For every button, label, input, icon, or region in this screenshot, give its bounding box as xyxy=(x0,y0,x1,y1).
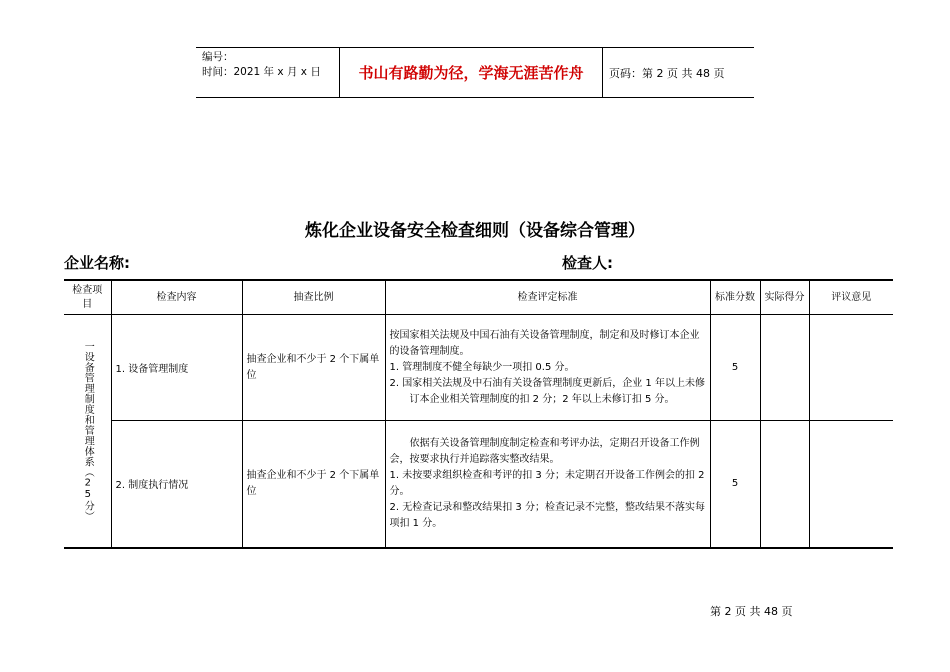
page-footer: 第 2 页 共 48 页 xyxy=(710,605,793,618)
header-ratio: 抽查比例 xyxy=(242,280,385,315)
content-cell: 1. 设备管理制度 xyxy=(111,315,242,421)
table-row xyxy=(64,421,893,548)
criteria-item: 1. 管理制度不健全每缺少一项扣 0.5 分。 xyxy=(389,361,575,373)
criteria-item: 2. 国家相关法规及中石油有关设备管理制度更新后，企业 1 年以上未修订本企业相关管理制度的扣 2 分；2 年以上未修订扣 5 分。 xyxy=(389,377,705,405)
number-label: 编号： xyxy=(202,51,234,63)
page-header xyxy=(196,47,754,98)
standard-score-cell: 5 xyxy=(710,421,760,548)
actual-score-cell[interactable] xyxy=(760,315,809,421)
header-actual-score: 实际得分 xyxy=(760,280,809,315)
inspector-label: 检查人: xyxy=(562,254,613,272)
header-standard-score: 标准分数 xyxy=(710,280,760,315)
content-cell: 2. 制度执行情况 xyxy=(111,421,242,548)
criteria-item: 2. 无检查记录和整改结果扣 3 分；检查记录不完整，整改结果不落实每项扣 1 分。 xyxy=(389,501,705,529)
criteria-cell xyxy=(385,315,710,421)
company-name-label: 企业名称: xyxy=(64,254,130,272)
actual-score-cell[interactable] xyxy=(760,421,809,548)
criteria-item: 1. 未按要求组织检查和考评的扣 3 分；未定期召开设备工作例会的扣 2 分。 xyxy=(389,469,705,497)
header-info xyxy=(196,48,340,97)
header-motto: 书山有路勤为径，学海无涯苦作舟 xyxy=(340,48,603,97)
header-comments: 评议意见 xyxy=(809,280,893,315)
category-cell xyxy=(64,315,111,548)
header-page-label: 页码：第 2 页 共 48 页 xyxy=(609,66,725,80)
header-content: 检查内容 xyxy=(111,280,242,315)
inspection-table xyxy=(64,279,893,549)
document-title: 炼化企业设备安全检查细则（设备综合管理） xyxy=(305,221,645,241)
category-label: 一设备管理制度和管理体系（25分） xyxy=(82,340,94,521)
ratio-cell: 抽查企业和不少于 2 个下属单位 xyxy=(242,315,385,421)
criteria-intro: 按国家相关法规及中国石油有关设备管理制度，制定和及时修订本企业的设备管理制度。 xyxy=(389,329,700,357)
criteria-intro: 依据有关设备管理制度制定检查和考评办法，定期召开设备工作例会，按要求执行并追踪落实整改结果。 xyxy=(389,437,700,465)
ratio-cell: 抽查企业和不少于 2 个下属单位 xyxy=(242,421,385,548)
time-label: 时间：2021 年 x 月 x 日 xyxy=(202,66,321,78)
comment-cell[interactable] xyxy=(809,421,893,548)
table-row xyxy=(64,315,893,421)
table-header-row xyxy=(64,280,893,315)
standard-score-cell: 5 xyxy=(710,315,760,421)
header-criteria: 检查评定标准 xyxy=(385,280,710,315)
criteria-cell xyxy=(385,421,710,548)
header-item: 检查项目 xyxy=(64,280,111,315)
comment-cell[interactable] xyxy=(809,315,893,421)
